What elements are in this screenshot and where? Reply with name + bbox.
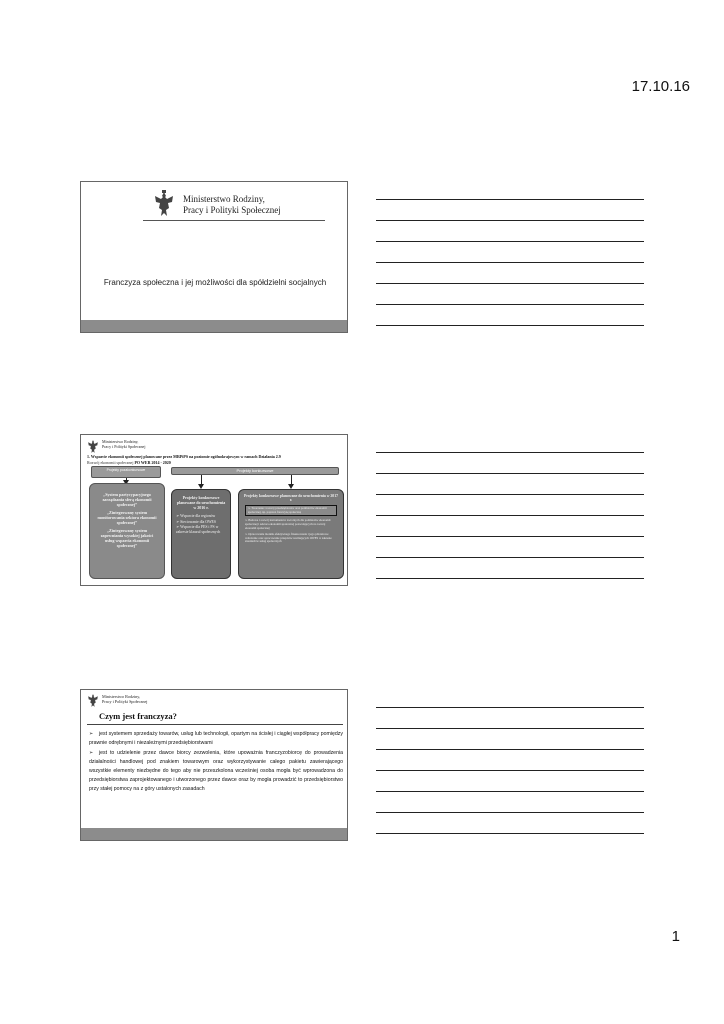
notes-line	[376, 833, 644, 834]
bullet-point	[89, 730, 343, 748]
ministry-line-1: Ministerstwo Rodziny,	[102, 439, 139, 444]
notes-line	[376, 791, 644, 792]
slide-2-thumbnail	[80, 434, 348, 586]
notes-line	[376, 557, 644, 558]
list-item: ➢ Sieciowanie dla OWES	[176, 519, 216, 524]
page-number: 1	[671, 928, 680, 945]
notes-line	[376, 199, 644, 200]
arrow-bullet-icon: ➢	[89, 731, 94, 737]
slide-body	[89, 730, 343, 795]
notes-line	[376, 728, 644, 729]
notes-line	[376, 325, 644, 326]
notes-line	[376, 494, 644, 495]
notes-line	[376, 283, 644, 284]
list-item: ➢ Wsparcie dla PES i PS w zakresie klauzul społecznych	[176, 525, 221, 534]
non-competitive-projects-box	[89, 483, 165, 579]
bullet-point	[89, 749, 343, 794]
list-item-text: Wsparcie dla regionów	[180, 514, 216, 518]
subheading-program: PO WER 2014 - 2020	[134, 460, 171, 465]
slide-heading: Czym jest franczyza?	[99, 711, 177, 721]
notes-line	[376, 452, 644, 453]
notes-line	[376, 812, 644, 813]
notes-line	[376, 578, 644, 579]
slide-title: Franczyza społeczna i jej możliwości dla spółdzielni socjalnych	[103, 278, 327, 287]
slide-subheading	[87, 460, 171, 465]
ministry-line-1: Ministerstwo Rodziny,	[102, 694, 141, 699]
list-item: ➢ Opracowanie modelu efektywnego finansowania i jego pilotażowe wdrożenie oraz opracowanie przepisów normujących OWES w zakresie standardów usług społecznych	[245, 531, 332, 544]
notes-line	[376, 515, 644, 516]
notes-line	[376, 473, 644, 474]
ministry-name	[102, 439, 145, 449]
list-item: ➢ Wsparcie dla regionów	[176, 514, 216, 518]
tab-non-competitive-projects: Projekty pozakonkursowe	[91, 466, 161, 478]
projects-2017-box	[238, 489, 344, 579]
slide-footer-bar	[81, 828, 348, 840]
box-title: Projekty konkursowe planowane do uruchomienia w 2017 r.	[243, 494, 339, 503]
slide-heading: 1. Wsparcie ekonomii społecznej planowane przez MRPiPS na poziomie ogólnokrajowym w ramach Działania 2.9	[87, 454, 281, 459]
header-divider	[87, 724, 343, 725]
notes-line	[376, 220, 644, 221]
list-item-text: Opracowanie modelu efektywnego finansowania i jego pilotażowe wdrożenie oraz opracowanie przepisów normujących OWES w zakresie standardów usług społecznych	[245, 531, 332, 544]
bullet-text: jest systemem sprzedaży towarów, usług lub technologii, opartym na ścisłej i ciągłej współpracy pomiędzy prawnie odrębnymi i niezależnymi przedsiębiorstwami	[89, 731, 343, 746]
ministry-line-2: Pracy i Polityki Społecznej	[183, 205, 281, 215]
ministry-name	[183, 194, 281, 216]
project-item: „Zintegrowany system monitorowania sektora ekonomii społecznej”	[97, 510, 157, 525]
notes-line	[376, 749, 644, 750]
polish-eagle-emblem	[153, 190, 175, 218]
list-item-text: Sieciowanie dla OWES	[180, 519, 216, 524]
bullet-text: jest to udzielenie przez dawce biorcy zezwolenia, które upoważnia franczyzobiorcę do prowadzenia działalności handlowej pod znakiem towarowym oraz wykorzystywanie całego pakietu zawierającego wszystkie elementy niezbędne do tego aby nie przeszkolona wcześniej osoba mogła być wprowadzona do przedsiębiorstwa zaprojektowanego i utworzonego przez dawce oraz by mogła prowadzić to przedsiębiorstwo przy stałej pomocy na z góry ustalonych zasadach	[89, 750, 343, 792]
slide-1-thumbnail	[80, 181, 348, 333]
highlighted-project: ➢ Tworzenie i rozwój przedsiębiorstw oraz podmiotów ekonomii społecznej, np. poprzez franczyzę społeczną	[245, 505, 337, 517]
ministry-line-2: Pracy i Polityki Społecznej	[102, 444, 146, 449]
notes-line	[376, 770, 644, 771]
list-item-text: Budowa i rozwój instrumentów zwrotnych dla podmiotów ekonomii społecznej i sektora ekonomii społecznej pozwalających na rozwój ekonomii społecznej	[245, 518, 331, 530]
notes-line	[376, 304, 644, 305]
arrow-bullet-icon: ➢	[89, 750, 94, 756]
notes-line	[376, 707, 644, 708]
polish-eagle-emblem	[87, 439, 99, 454]
notes-line	[376, 262, 644, 263]
project-item: „System partycypacyjnego zarządzania sferą ekonomii społecznej”	[102, 492, 152, 507]
subheading-prefix: Rozwój ekonomii społecznej	[87, 460, 134, 465]
ministry-name	[102, 694, 147, 704]
box-title: Projekty konkursowe planowane do uruchomienia w 2016 r.	[176, 495, 226, 510]
list-item-text: Wsparcie dla PES i PS w zakresie klauzul społecznych	[176, 525, 221, 534]
notes-line	[376, 536, 644, 537]
polish-eagle-emblem	[87, 693, 99, 708]
list-item: ➢ Budowa i rozwój instrumentów zwrotnych dla podmiotów ekonomii społecznej i sektora ekonomii społecznej pozwalających na rozwój ekonomii społecznej	[245, 518, 331, 530]
ministry-line-2: Pracy i Polityki Społecznej	[102, 699, 148, 704]
header-divider	[143, 220, 325, 221]
projects-2016-box	[171, 489, 231, 579]
print-date: 17.10.16	[631, 78, 690, 95]
notes-line	[376, 241, 644, 242]
ministry-line-1: Ministerstwo Rodziny,	[183, 194, 265, 204]
slide-3-thumbnail	[80, 689, 348, 841]
tab-competitive-projects: Projekty konkursowe	[171, 467, 339, 475]
project-item: „Zintegrowany system zapewniania wysokiej jakości usług wsparcia ekonomii społecznej”	[100, 528, 154, 548]
slide-footer-bar	[81, 320, 348, 332]
highlight-text: Tworzenie i rozwój przedsiębiorstw oraz podmiotów ekonomii społecznej, np. poprzez franczyzę społeczną	[248, 505, 327, 514]
